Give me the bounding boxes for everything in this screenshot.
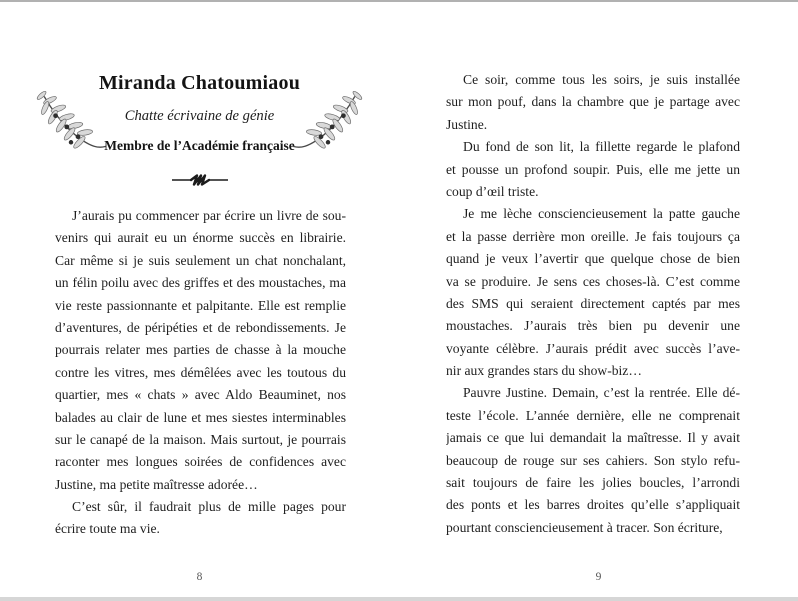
- page-left: [0, 2, 399, 597]
- text-line: raconter mes longues soirées de confidences avec: [55, 454, 346, 470]
- body-text-left: [55, 205, 346, 541]
- paragraph: [446, 69, 740, 136]
- text-line: des ponts et les barres droites qu’elle s’appliquait: [446, 497, 740, 513]
- text-line: balades au clair de lune et mes siestes interminables: [55, 409, 346, 425]
- text-line: J’aurais pu commencer par écrire un livre de sou-: [72, 208, 346, 223]
- text-line: Du fond de son lit, la fillette regarde le plafond: [463, 139, 740, 155]
- paragraph: [55, 496, 346, 541]
- page-right: [399, 2, 798, 597]
- text-line: C’est sûr, il faudrait plus de mille pages pour: [72, 499, 346, 515]
- text-line: et la passe derrière mon oreille. Je fais toujours ça: [446, 228, 740, 244]
- page-number-left: 8: [196, 571, 203, 583]
- text-line: nir aux grandes stars du show-biz…: [446, 363, 642, 379]
- text-line: sait toujours de faire les jolies boucles, l’arrondi: [446, 475, 740, 491]
- text-line: Ce soir, comme tous les soirs, je suis installée: [463, 72, 740, 87]
- text-line: vie reste passionnante et palpitante. Elle est remplie: [55, 297, 346, 313]
- knot-divider-icon: [0, 173, 399, 192]
- text-line: Pauvre Justine. Demain, c’est la rentrée. Elle dé-: [463, 385, 740, 401]
- text-line: Car même si je suis seulement un chat nonchalant,: [55, 252, 346, 268]
- text-line: voyante célèbre. J’aurais prédit avec succès l’ave-: [446, 340, 740, 356]
- text-line: teste l’école. L’année dernière, elle ne comprenait: [446, 407, 740, 423]
- paragraph: [446, 203, 740, 382]
- author-subtitle: Chatte écrivaine de génie: [124, 108, 275, 124]
- page-number-right: 9: [595, 571, 602, 583]
- text-line: des SMS qui seraient directement captés par mes: [446, 295, 740, 311]
- text-line: Je me lèche consciencieusement la patte gauche: [463, 206, 740, 222]
- text-line: contre les vitres, mes démêlées avec les toutous du: [55, 364, 346, 380]
- author-name: Miranda Chatoumiaou: [98, 72, 301, 94]
- text-line: d’aventures, de péripéties et de rebondissements. Je: [55, 319, 346, 335]
- body-text-right: [446, 69, 740, 539]
- text-line: jamais ce que lui demandait la maîtresse. Il y avait: [446, 430, 740, 446]
- paragraph: [55, 205, 346, 496]
- text-line: venirs qui aurait eu un énorme succès en librairie.: [55, 230, 346, 246]
- text-line: moustaches. J’aurais très bien pu devenir une: [446, 318, 740, 334]
- author-membership: Membre de l’Académie française: [104, 138, 295, 153]
- text-line: coup d’œil triste.: [446, 183, 539, 199]
- text-line: sur le canapé de la maison. Mais surtout, je pourrais: [55, 431, 346, 447]
- text-line: Justine, ma petite maîtresse adorée…: [55, 476, 258, 492]
- text-line: et pousse un profond soupir. Puis, elle me jette un: [446, 161, 740, 177]
- text-line: Justine.: [446, 116, 488, 132]
- text-line: quartier, mes « chats » avec Aldo Beauminet, nos: [55, 387, 346, 403]
- text-line: écrire toute ma vie.: [55, 521, 160, 537]
- text-line: quand je veux l’avertir que quelque chose de bien: [446, 251, 740, 267]
- paragraph: [446, 382, 740, 539]
- text-line: pourtant consciencieusement à tracer. Son écriture,: [446, 519, 723, 535]
- text-line: sur mon pouf, dans la chambre que je partage avec: [446, 94, 740, 110]
- text-line: pourrais relater mes parties de chasse à la mouche: [55, 342, 346, 358]
- text-line: va se produire. Je sens ces choses-là. C’est comme: [446, 273, 740, 289]
- olive-branch-right-icon: [293, 86, 363, 158]
- text-line: un félin poilu avec des griffes et des moustaches, ma: [55, 275, 346, 291]
- paragraph: [446, 136, 740, 203]
- text-line: beaucoup de rouge sur ses cahiers. Son stylo refu-: [446, 452, 740, 468]
